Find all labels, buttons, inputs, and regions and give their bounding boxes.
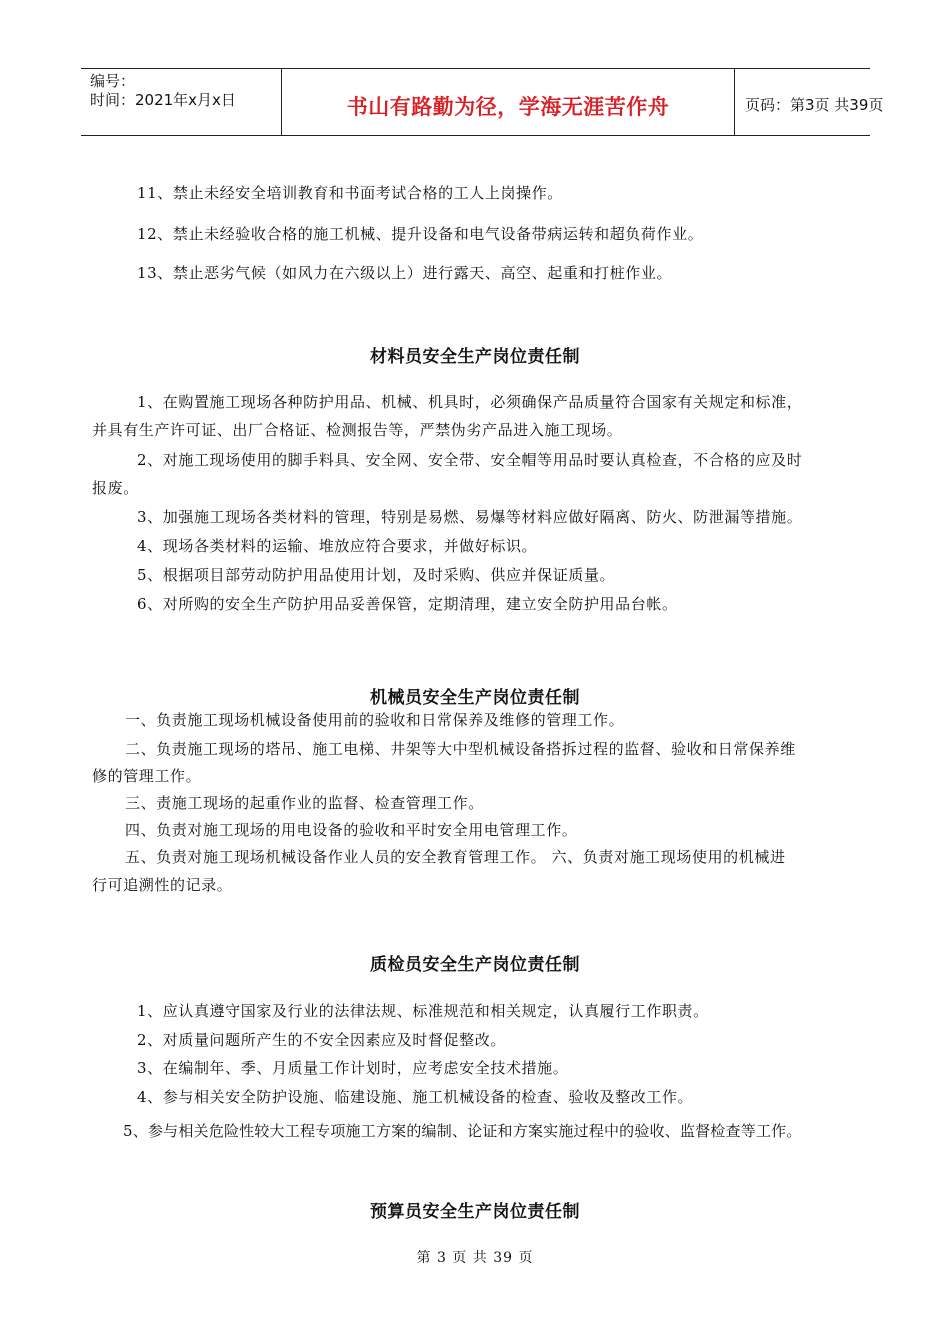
section-title-quality: 质检员安全生产岗位责任制 xyxy=(370,955,580,975)
section-title-machinery: 机械员安全生产岗位责任制 xyxy=(370,688,580,708)
header-motto: 书山有路勤为径，学海无涯苦作舟 xyxy=(346,95,670,119)
machinery-paragraph-line: 五、负责对施工现场机械设备作业人员的安全教育管理工作。 六、负责对施工现场使用的机械进 xyxy=(125,848,786,866)
material-paragraph-line: 4、现场各类材料的运输、堆放应符合要求，并做好标识。 xyxy=(137,537,538,555)
document-date-label: 时间：2021年x月x日 xyxy=(90,91,236,109)
machinery-paragraph-line: 四、负责对施工现场的用电设备的验收和平时安全用电管理工作。 xyxy=(125,821,578,839)
document-number-label: 编号： xyxy=(90,72,136,90)
quality-paragraph-line: 5、参与相关危险性较大工程专项施工方案的编制、论证和方案实施过程中的验收、监督检查等工作。 xyxy=(123,1122,802,1140)
list-item: 11、禁止未经安全培训教育和书面考试合格的工人上岗操作。 xyxy=(137,184,563,202)
quality-paragraph-line: 2、对质量问题所产生的不安全因素应及时督促整改。 xyxy=(137,1031,506,1049)
list-item: 13、禁止恶劣气候（如风力在六级以上）进行露天、高空、起重和打桩作业。 xyxy=(137,264,673,282)
section-title-material: 材料员安全生产岗位责任制 xyxy=(370,347,580,367)
machinery-paragraph-line: 修的管理工作。 xyxy=(92,767,202,785)
material-paragraph-line: 6、对所购的安全生产防护用品妥善保管，定期清理，建立安全防护用品台帐。 xyxy=(137,595,678,613)
material-paragraph-line: 1、在购置施工现场各种防护用品、机械、机具时，必须确保产品质量符合国家有关规定和标准， xyxy=(137,393,803,411)
header-page-number: 页码：第3页 共39页 xyxy=(745,96,884,114)
header-motto-cell xyxy=(281,69,735,135)
material-paragraph-line: 2、对施工现场使用的脚手料具、安全网、安全带、安全帽等用品时要认真检查，不合格的应及时 xyxy=(137,451,803,469)
list-item: 12、禁止未经验收合格的施工机械、提升设备和电气设备带病运转和超负荷作业。 xyxy=(137,225,704,243)
quality-paragraph-line: 4、参与相关安全防护设施、临建设施、施工机械设备的检查、验收及整改工作。 xyxy=(137,1088,694,1106)
machinery-paragraph-line: 一、负责施工现场机械设备使用前的验收和日常保养及维修的管理工作。 xyxy=(125,711,625,729)
section-title-budget: 预算员安全生产岗位责任制 xyxy=(370,1202,580,1222)
quality-paragraph-line: 3、在编制年、季、月质量工作计划时，应考虑安全技术措施。 xyxy=(137,1059,569,1077)
material-paragraph-line: 5、根据项目部劳动防护用品使用计划，及时采购、供应并保证质量。 xyxy=(137,566,616,584)
quality-paragraph-line: 1、应认真遵守国家及行业的法律法规、标准规范和相关规定，认真履行工作职责。 xyxy=(137,1002,709,1020)
machinery-paragraph-line: 三、责施工现场的起重作业的监督、检查管理工作。 xyxy=(125,794,484,812)
material-paragraph-line: 报废。 xyxy=(92,479,139,497)
page-footer-number: 第 3 页 共 39 页 xyxy=(416,1250,534,1266)
machinery-paragraph-line: 行可追溯性的记录。 xyxy=(92,876,233,894)
header-page-cell xyxy=(735,69,884,135)
material-paragraph-line: 并具有生产许可证、出厂合格证、检测报告等，严禁伪劣产品进入施工现场。 xyxy=(92,421,623,439)
machinery-paragraph-line: 二、负责施工现场的塔吊、施工电梯、井架等大中型机械设备搭拆过程的监督、验收和日常保养维 xyxy=(125,740,796,758)
page-header xyxy=(81,68,884,136)
material-paragraph-line: 3、加强施工现场各类材料的管理，特别是易燃、易爆等材料应做好隔离、防火、防泄漏等措施。 xyxy=(137,508,803,526)
header-meta-cell xyxy=(81,69,281,135)
